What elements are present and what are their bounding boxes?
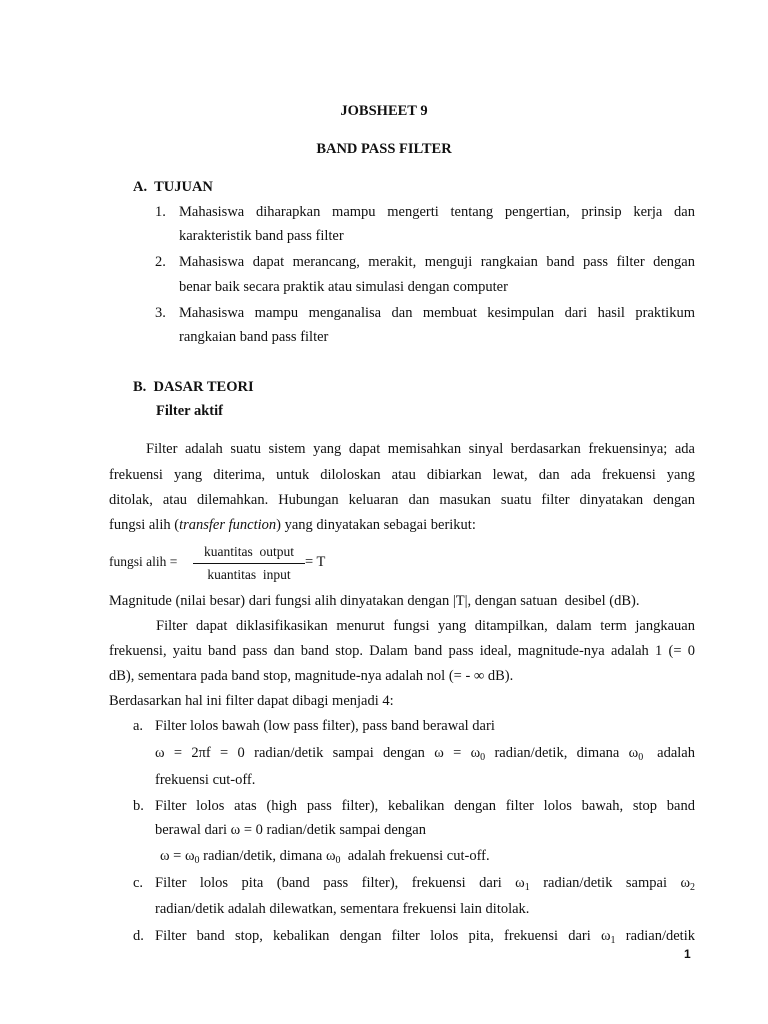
paragraph-line: fungsi alih (transfer function) yang dinyatakan sebagai berikut: bbox=[109, 517, 476, 533]
section-a-heading: A. TUJUAN bbox=[133, 179, 213, 195]
list-marker: 3. bbox=[155, 305, 166, 321]
formula-denominator: kuantitas input bbox=[207, 567, 291, 582]
list-item-text: Mahasiswa dapat merancang, merakit, menguji rangkaian band pass filter dengan bbox=[179, 254, 695, 270]
list-marker: 1. bbox=[155, 204, 166, 220]
paragraph-line: Filter adalah suatu sistem yang dapat memisahkan sinyal berdasarkan frekuensinya; ada bbox=[146, 441, 695, 457]
list-item-text: Mahasiswa mampu menganalisa dan membuat kesimpulan dari hasil praktikum bbox=[179, 305, 695, 321]
list-marker: d. bbox=[133, 928, 144, 944]
paragraph-line: Filter dapat diklasifikasikan menurut fungsi yang ditampilkan, dalam term jangkauan bbox=[156, 618, 695, 634]
list-marker: b. bbox=[133, 798, 144, 814]
list-marker: c. bbox=[133, 875, 144, 891]
list-item-text: karakteristik band pass filter bbox=[179, 228, 344, 244]
list-item-text: Filter lolos atas (high pass filter), kebalikan dengan filter lolos bawah, stop band bbox=[155, 798, 695, 814]
list-item-text: $\omega = \omega_0$ radian/detik, dimana $\omega_0$ adalah frekuensi cut-off. bbox=[160, 848, 490, 866]
section-b-heading: B. DASAR TEORI bbox=[133, 379, 254, 395]
list-item-text: berawal dari ω = 0 radian/detik sampai dengan bbox=[155, 822, 426, 838]
list-item-text: radian/detik adalah dilewatkan, sementara frekuensi lain ditolak. bbox=[155, 901, 530, 917]
list-item-text: Filter band stop, kebalikan dengan filter lolos pita, frekuensi dari $\omega_1$ radian/detik bbox=[155, 928, 695, 946]
list-item-text: rangkaian band pass filter bbox=[179, 329, 329, 345]
paragraph-line: dB), sementara pada band stop, magnitude-nya adalah nol (= - ∞ dB). bbox=[109, 668, 514, 684]
page-subtitle: BAND PASS FILTER bbox=[316, 141, 452, 157]
list-item-text: frekuensi cut-off. bbox=[155, 772, 256, 788]
formula-rhs: = T bbox=[305, 554, 326, 570]
paragraph-line: frekuensi yang diterima, untuk diloloskan atau dibiarkan lewat, dan ada frekuensi yang bbox=[109, 467, 695, 483]
paragraph-line: frekuensi, yaitu band pass dan band stop. Dalam band pass ideal, magnitude-nya adalah 1 (= 0 bbox=[109, 643, 695, 659]
page-number: 1 bbox=[684, 947, 691, 961]
list-item-text: benar baik secara praktik atau simulasi dengan computer bbox=[179, 279, 508, 295]
list-item-text: Filter lolos bawah (low pass filter), pass band berawal dari bbox=[155, 718, 495, 734]
paragraph-line: ditolak, atau dilemahkan. Hubungan keluaran dan masukan suatu filter dinyatakan dengan bbox=[109, 492, 695, 508]
list-item-text: ω = 2πf = 0 radian/detik sampai dengan $\omega = \omega_0$ radian/detik, dimana $\omega_0$ adalah bbox=[155, 745, 695, 763]
section-subheading: Filter aktif bbox=[156, 403, 223, 419]
paragraph-line: Berdasarkan hal ini filter dapat dibagi menjadi 4: bbox=[109, 693, 394, 709]
list-item-text: Mahasiswa diharapkan mampu mengerti tentang pengertian, prinsip kerja dan bbox=[179, 204, 695, 220]
list-item-text: Filter lolos pita (band pass filter), frekuensi dari $\omega_1$ radian/detik sampai $\omega_2$ bbox=[155, 875, 695, 893]
page-title: JOBSHEET 9 bbox=[340, 103, 428, 119]
formula-lhs: fungsi alih = bbox=[109, 554, 178, 569]
list-marker: a. bbox=[133, 718, 144, 734]
paragraph-line: Magnitude (nilai besar) dari fungsi alih dinyatakan dengan |T|, dengan satuan desibel (dB). bbox=[109, 593, 640, 609]
formula-numerator: kuantitas output bbox=[193, 544, 305, 564]
formula-fraction bbox=[193, 544, 305, 583]
list-marker: 2. bbox=[155, 254, 166, 270]
